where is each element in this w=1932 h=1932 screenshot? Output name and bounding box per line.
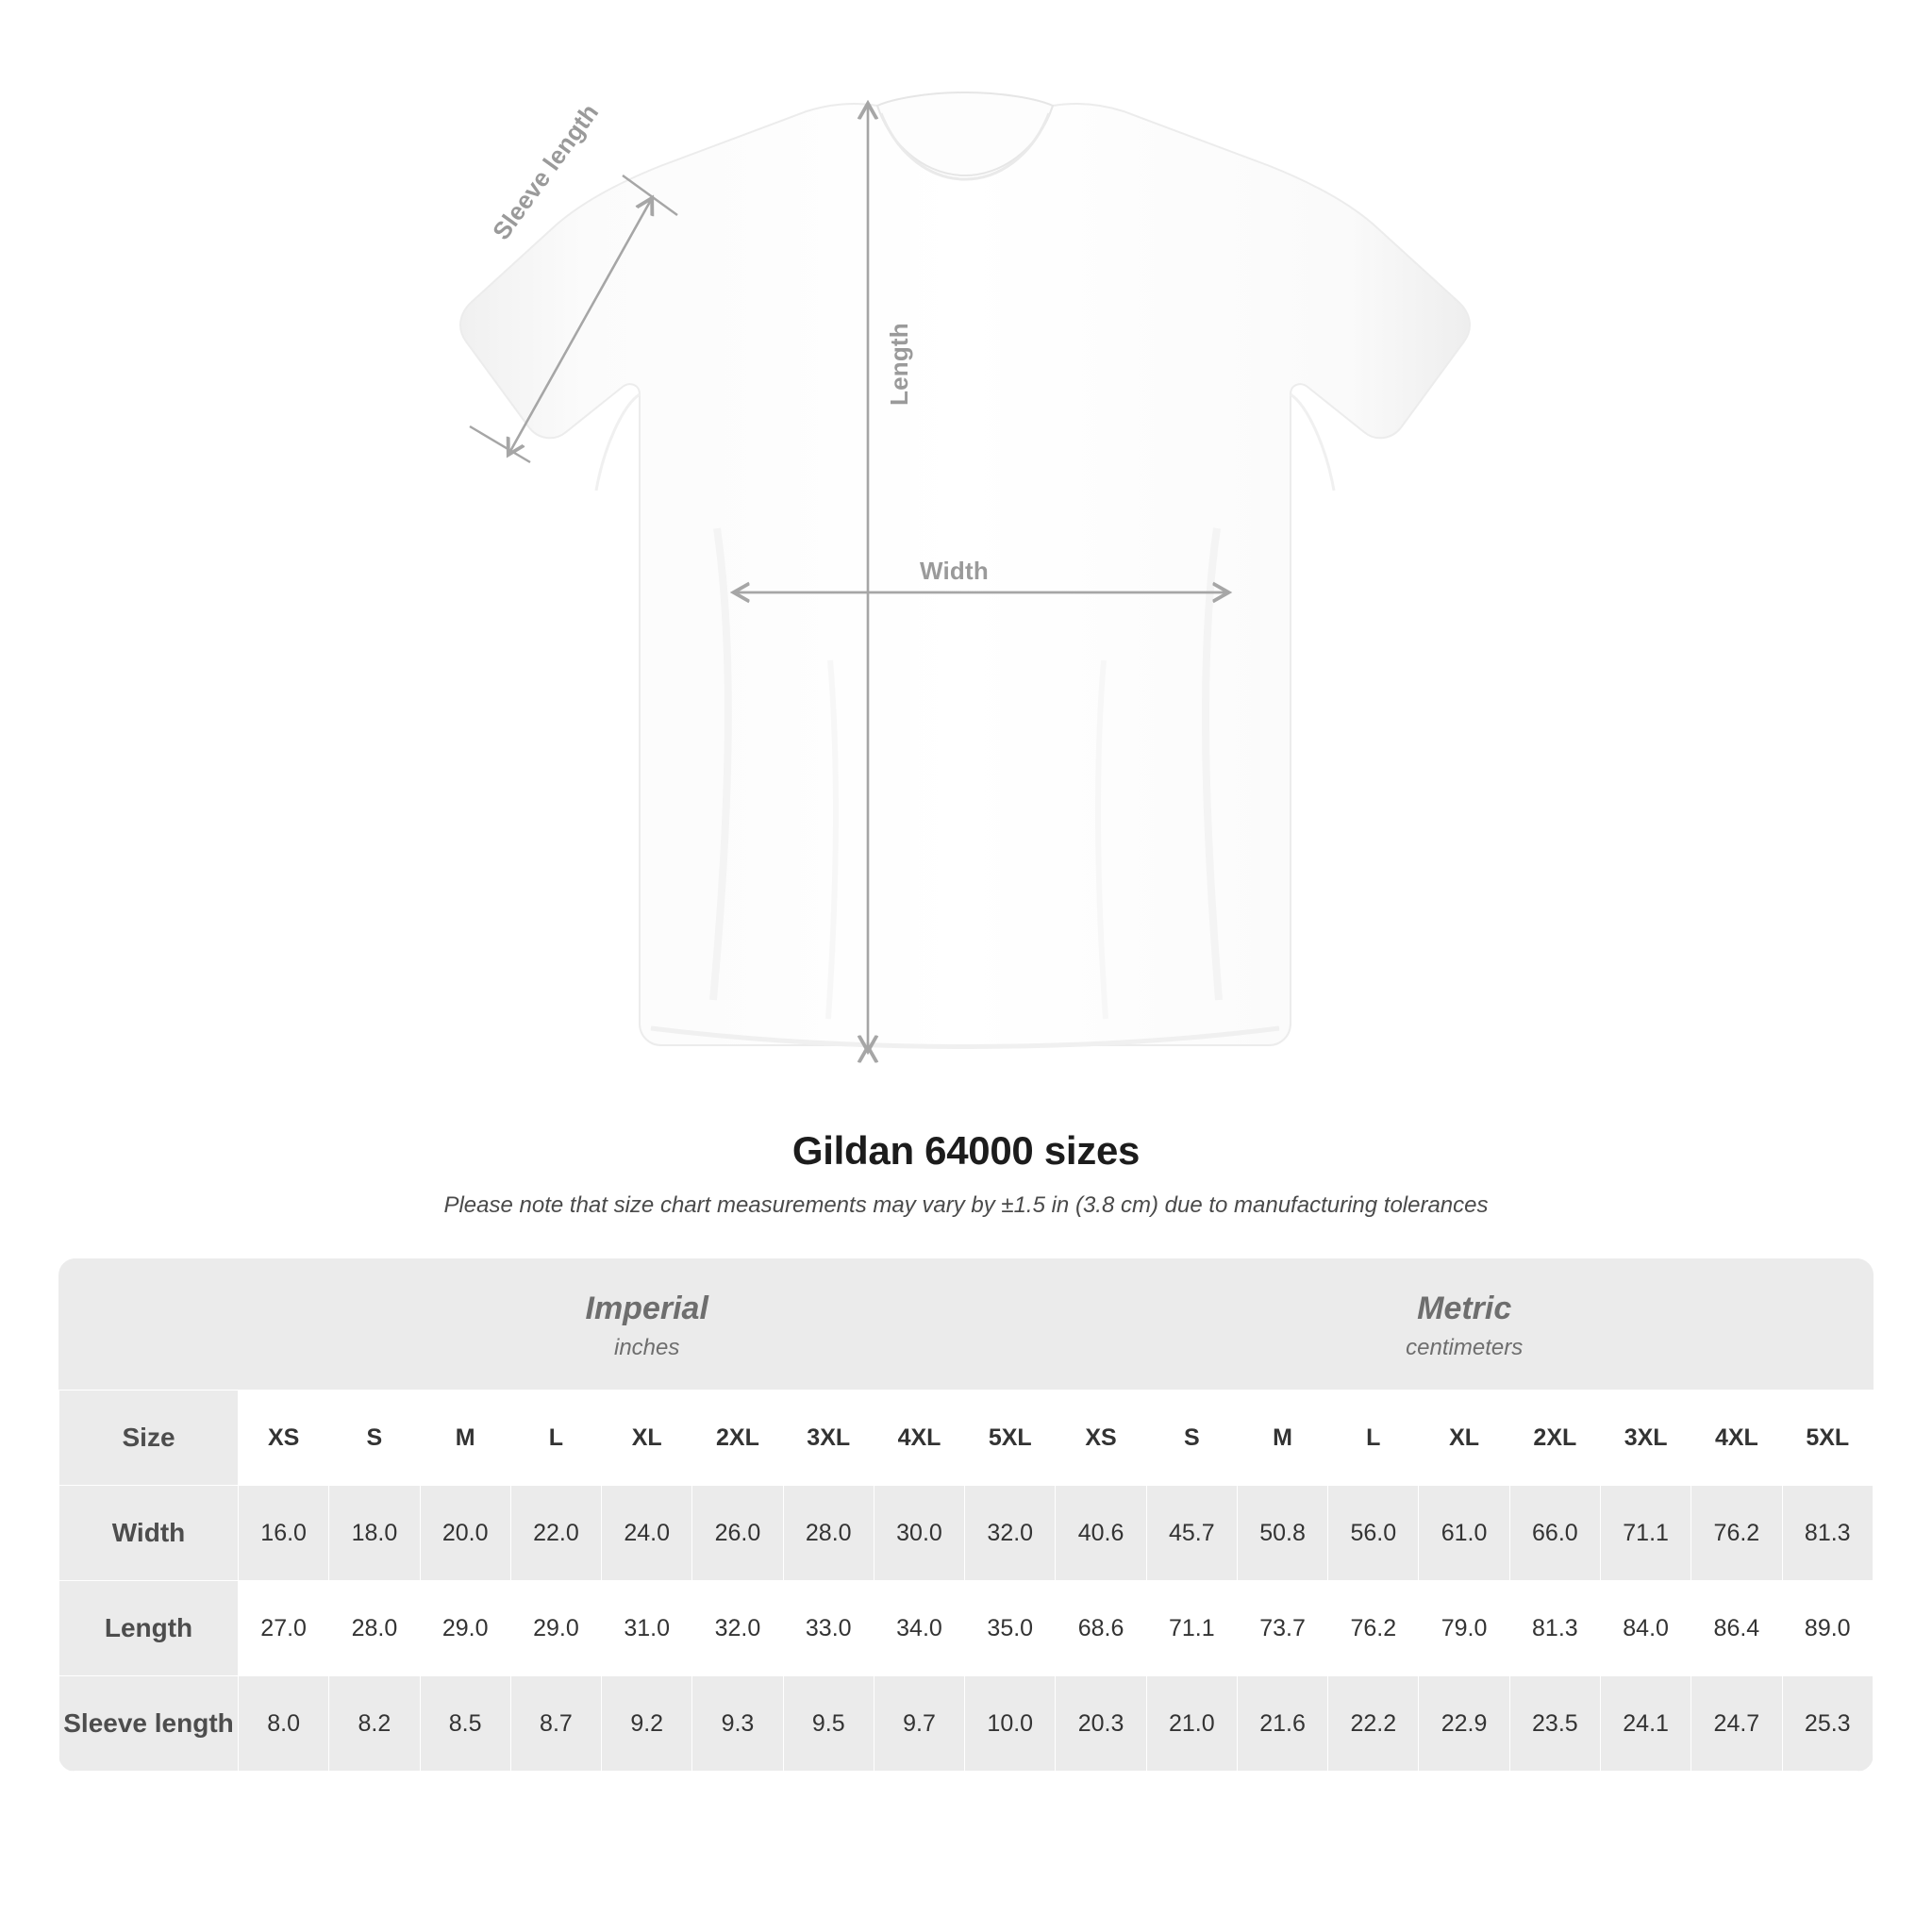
cell-width-0: 16.0 [239, 1486, 329, 1581]
cell-length-17: 89.0 [1782, 1581, 1873, 1676]
size-table [58, 1258, 1874, 1772]
row-label-length: Length [59, 1581, 239, 1676]
header-size-2xl-metric: 2XL [1509, 1391, 1600, 1486]
cell-sleeve-8: 10.0 [965, 1676, 1056, 1772]
cell-sleeve-0: 8.0 [239, 1676, 329, 1772]
cell-sleeve-9: 20.3 [1056, 1676, 1146, 1772]
cell-sleeve-6: 9.5 [783, 1676, 874, 1772]
row-label-sleeve-length: Sleeve length [59, 1676, 239, 1772]
unit-group-metric [1056, 1258, 1874, 1391]
cell-length-16: 86.4 [1691, 1581, 1782, 1676]
header-size-m-metric: M [1237, 1391, 1327, 1486]
cell-length-9: 68.6 [1056, 1581, 1146, 1676]
cell-length-13: 79.0 [1419, 1581, 1509, 1676]
row-label-width: Width [59, 1486, 239, 1581]
tolerance-note: Please note that size chart measurements may vary by ±1.5 in (3.8 cm) due to manufacturing tolerances [443, 1192, 1489, 1218]
cell-width-2: 20.0 [420, 1486, 510, 1581]
cell-length-11: 73.7 [1237, 1581, 1327, 1676]
cell-length-1: 28.0 [329, 1581, 420, 1676]
cell-length-4: 31.0 [602, 1581, 692, 1676]
header-size-xl-metric: XL [1419, 1391, 1509, 1486]
cell-length-2: 29.0 [420, 1581, 510, 1676]
size-header-row [59, 1391, 1874, 1486]
header-size-5xl-metric: 5XL [1782, 1391, 1873, 1486]
cell-width-5: 26.0 [692, 1486, 783, 1581]
cell-width-16: 76.2 [1691, 1486, 1782, 1581]
cell-sleeve-12: 22.2 [1328, 1676, 1419, 1772]
table-row [59, 1676, 1874, 1772]
cell-sleeve-11: 21.6 [1237, 1676, 1327, 1772]
size-table-container [58, 1258, 1874, 1772]
unit-group-metric-sub: centimeters [1406, 1335, 1524, 1360]
cell-width-3: 22.0 [510, 1486, 601, 1581]
cell-sleeve-15: 24.1 [1600, 1676, 1690, 1772]
cell-width-17: 81.3 [1782, 1486, 1873, 1581]
table-row [59, 1486, 1874, 1581]
title-block [0, 1128, 1932, 1219]
cell-width-8: 32.0 [965, 1486, 1056, 1581]
cell-width-11: 50.8 [1237, 1486, 1327, 1581]
header-size-m-imperial: M [420, 1391, 510, 1486]
cell-length-10: 71.1 [1146, 1581, 1237, 1676]
unit-header-row [59, 1258, 1874, 1391]
cell-sleeve-13: 22.9 [1419, 1676, 1509, 1772]
length-dimension-label: Length [885, 323, 913, 406]
cell-sleeve-2: 8.5 [420, 1676, 510, 1772]
header-size-xl-imperial: XL [602, 1391, 692, 1486]
cell-width-1: 18.0 [329, 1486, 420, 1581]
header-size-s-metric: S [1146, 1391, 1237, 1486]
header-size-l-metric: L [1328, 1391, 1419, 1486]
cell-width-6: 28.0 [783, 1486, 874, 1581]
header-size-3xl-imperial: 3XL [783, 1391, 874, 1486]
unit-group-imperial [239, 1258, 1056, 1391]
cell-length-14: 81.3 [1509, 1581, 1600, 1676]
header-size-xs-imperial: XS [239, 1391, 329, 1486]
header-size-4xl-imperial: 4XL [874, 1391, 964, 1486]
cell-length-3: 29.0 [510, 1581, 601, 1676]
sleeve-length-dimension-label: Sleeve length [487, 98, 605, 245]
cell-width-12: 56.0 [1328, 1486, 1419, 1581]
header-size-l-imperial: L [510, 1391, 601, 1486]
cell-sleeve-17: 25.3 [1782, 1676, 1873, 1772]
page-title: Gildan 64000 sizes [791, 1128, 1141, 1173]
cell-width-4: 24.0 [602, 1486, 692, 1581]
width-dimension-label: Width [920, 557, 989, 585]
cell-length-5: 32.0 [692, 1581, 783, 1676]
cell-width-15: 71.1 [1600, 1486, 1690, 1581]
header-size-s-imperial: S [329, 1391, 420, 1486]
unit-group-metric-name: Metric [1417, 1291, 1512, 1326]
cell-sleeve-16: 24.7 [1691, 1676, 1782, 1772]
cell-width-9: 40.6 [1056, 1486, 1146, 1581]
unit-group-imperial-sub: inches [614, 1335, 680, 1360]
header-size-5xl-imperial: 5XL [965, 1391, 1056, 1486]
header-size-label: Size [59, 1391, 239, 1486]
cell-sleeve-10: 21.0 [1146, 1676, 1237, 1772]
cell-sleeve-5: 9.3 [692, 1676, 783, 1772]
cell-length-6: 33.0 [783, 1581, 874, 1676]
cell-length-7: 34.0 [874, 1581, 964, 1676]
header-size-4xl-metric: 4XL [1691, 1391, 1782, 1486]
cell-length-12: 76.2 [1328, 1581, 1419, 1676]
cell-length-15: 84.0 [1600, 1581, 1690, 1676]
cell-sleeve-7: 9.7 [874, 1676, 964, 1772]
cell-sleeve-14: 23.5 [1509, 1676, 1600, 1772]
header-size-xs-metric: XS [1056, 1391, 1146, 1486]
header-size-3xl-metric: 3XL [1600, 1391, 1690, 1486]
header-size-2xl-imperial: 2XL [692, 1391, 783, 1486]
cell-sleeve-4: 9.2 [602, 1676, 692, 1772]
cell-sleeve-1: 8.2 [329, 1676, 420, 1772]
unit-group-imperial-name: Imperial [585, 1291, 708, 1326]
cell-length-8: 35.0 [965, 1581, 1056, 1676]
cell-width-10: 45.7 [1146, 1486, 1237, 1581]
table-row [59, 1581, 1874, 1676]
unit-header-spacer [59, 1258, 239, 1391]
cell-sleeve-3: 8.7 [510, 1676, 601, 1772]
cell-width-14: 66.0 [1509, 1486, 1600, 1581]
cell-width-13: 61.0 [1419, 1486, 1509, 1581]
cell-length-0: 27.0 [239, 1581, 329, 1676]
cell-width-7: 30.0 [874, 1486, 964, 1581]
